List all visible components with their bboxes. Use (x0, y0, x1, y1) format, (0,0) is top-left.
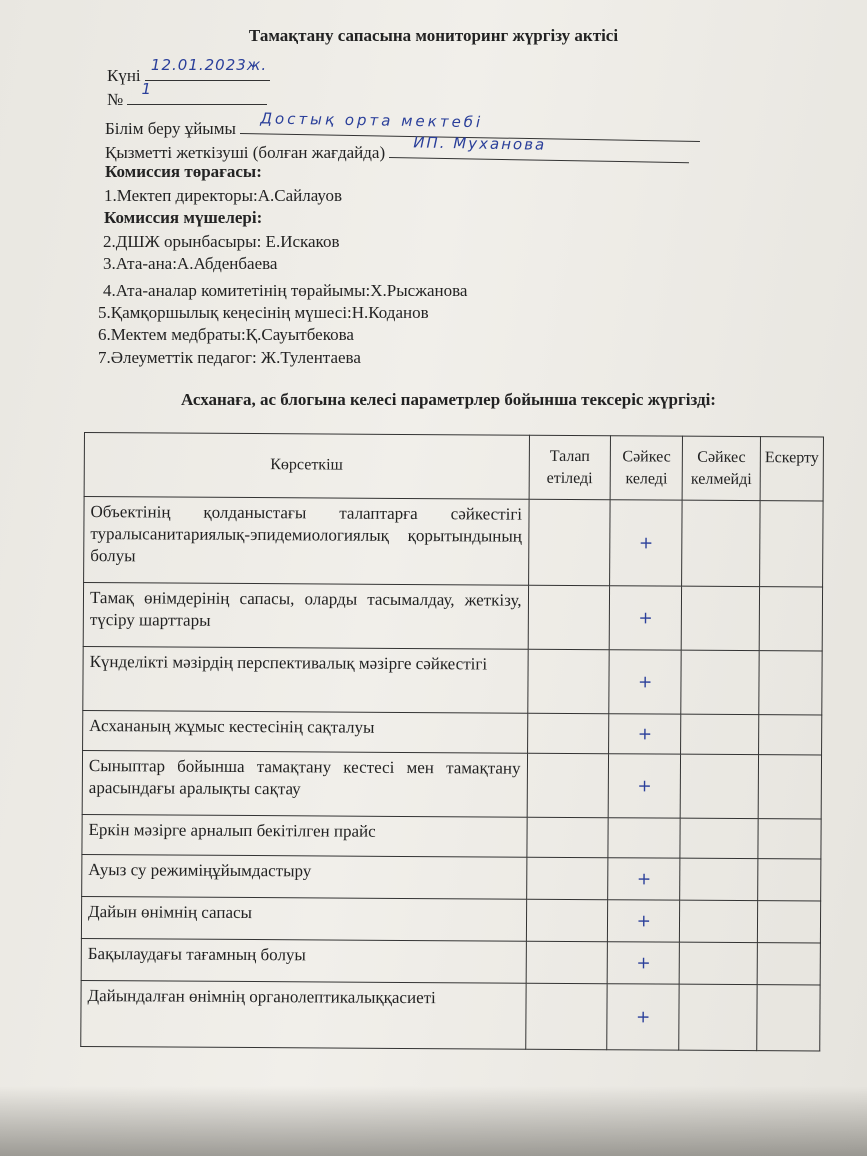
table-row (81, 939, 820, 986)
noncompliant-cell (680, 754, 758, 818)
indicator-cell: Дайындалған өнімнің органолептикалыққасиеті (81, 981, 526, 1050)
table-row (83, 647, 822, 716)
table-row (83, 711, 822, 756)
member-item: 7.Әлеуметтік педагог: Ж.Тулентаева (98, 348, 361, 367)
number-line (107, 80, 267, 110)
header-note: Ескерту (760, 437, 823, 502)
note-cell (758, 755, 821, 819)
chair-heading: Комиссия төрағасы: (105, 162, 262, 181)
header-required: Талап етіледі (529, 435, 611, 500)
table-row (82, 855, 821, 902)
required-cell (528, 499, 610, 585)
date-label: Күні (107, 66, 141, 85)
supplier-field (389, 133, 689, 163)
required-cell (526, 941, 608, 983)
member-item: 5.Қамқоршылық кеңесінің мүшесі:Н.Коданов (98, 303, 429, 322)
noncompliant-cell (682, 500, 760, 586)
required-cell (526, 899, 608, 941)
supplier-label: Қызметті жеткізуші (болған жағдайда) (105, 143, 386, 162)
chair-name: 1.Мектеп директоры:А.Сайлауов (104, 186, 342, 205)
header-noncompliant: Сәйкес келмейді (682, 436, 760, 501)
compliant-mark: + (607, 942, 679, 984)
compliant-mark: + (607, 984, 679, 1050)
compliant-mark: + (608, 858, 680, 900)
indicator-cell: Сыныптар бойынша тамақтану кестесі мен тамақтану арасындағы аралықты сақтау (82, 751, 527, 818)
required-cell (527, 713, 609, 753)
number-label: № (107, 90, 124, 109)
compliant-mark: + (608, 900, 680, 942)
note-cell (758, 819, 821, 859)
indicator-cell: Еркін мәзірге арналып бекітілген прайс (82, 815, 527, 858)
date-field (145, 56, 270, 81)
members-heading: Комиссия мүшелері: (104, 208, 263, 227)
indicator-cell: Объектінің қолданыстағы талаптарға сәйкестігі туралысанитариялық-эпидемиологиялық қорытындының болуы (84, 497, 529, 586)
noncompliant-cell (681, 586, 759, 650)
table-row (83, 583, 822, 652)
member-item: 2.ДШЖ орынбасыры: Е.Искаков (103, 232, 340, 251)
note-cell (760, 501, 823, 587)
indicator-cell: Асхананың жұмыс кестесінің сақталуы (83, 711, 528, 754)
date-line (107, 56, 270, 86)
supplier-handwritten: ИП. Муханова (413, 133, 547, 154)
required-cell (526, 817, 608, 857)
note-cell (757, 943, 820, 985)
compliant-mark: + (609, 714, 681, 754)
indicator-cell: Тамақ өнімдерінің сапасы, оларды тасымалдау, жеткізу, түсіру шарттары (83, 583, 528, 650)
noncompliant-cell (679, 984, 757, 1050)
compliant-mark: + (610, 500, 682, 586)
noncompliant-cell (680, 818, 758, 858)
table-row (82, 751, 821, 820)
required-cell (525, 983, 607, 1049)
indicator-cell: Ауыз су режиміңұйымдастыру (82, 855, 527, 900)
note-cell (757, 985, 820, 1051)
org-line (105, 109, 700, 139)
compliant-mark: + (609, 586, 681, 650)
document-title: Тамақтану сапасына мониторинг жүргізу актісі (248, 26, 619, 45)
required-cell (527, 753, 609, 817)
required-cell (528, 585, 610, 649)
compliant-mark: + (609, 650, 681, 714)
compliant-mark (608, 818, 680, 858)
org-label: Білім беру ұйымы (105, 119, 236, 138)
date-handwritten: 12.01.2023ж. (150, 56, 268, 74)
required-cell (527, 649, 609, 713)
member-item: 3.Ата-ана:А.Абденбаева (103, 254, 278, 273)
number-field (127, 80, 267, 105)
noncompliant-cell (679, 942, 757, 984)
note-cell (759, 587, 822, 651)
noncompliant-cell (680, 858, 758, 900)
indicator-cell: Күнделікті мәзірдің перспективалық мәзірге сәйкестігі (83, 647, 528, 714)
member-item: 6.Мектем медбраты:Қ.Сауытбекова (98, 325, 354, 344)
note-cell (759, 651, 822, 715)
member-item: 4.Ата-аналар комитетінің төрайымы:Х.Рысжанова (103, 281, 468, 300)
noncompliant-cell (681, 650, 759, 714)
note-cell (759, 715, 822, 755)
note-cell (758, 859, 821, 901)
page-shadow (0, 1086, 867, 1156)
supplier-line (105, 133, 689, 163)
noncompliant-cell (680, 900, 758, 942)
header-compliant: Сәйкес келеді (610, 436, 682, 501)
table-header-row (84, 433, 823, 502)
noncompliant-cell (681, 714, 759, 754)
number-handwritten: 1 (141, 80, 153, 98)
table-row (84, 497, 824, 588)
table-subtitle: Асханаға, ас блогына келесі параметрлер бойынша тексеріс жүргізді: (181, 390, 716, 409)
note-cell (757, 901, 820, 943)
org-handwritten: Достық орта мектебі (260, 109, 484, 132)
indicator-cell: Бақылаудағы тағамның болуы (81, 939, 526, 984)
table-row (82, 815, 821, 860)
indicator-cell: Дайын өнімнің сапасы (81, 897, 526, 942)
inspection-table (80, 432, 824, 1052)
table-row (81, 981, 820, 1052)
table-row (81, 897, 820, 944)
required-cell (526, 857, 608, 899)
compliant-mark: + (608, 754, 680, 818)
header-indicator: Көрсеткіш (84, 433, 529, 500)
